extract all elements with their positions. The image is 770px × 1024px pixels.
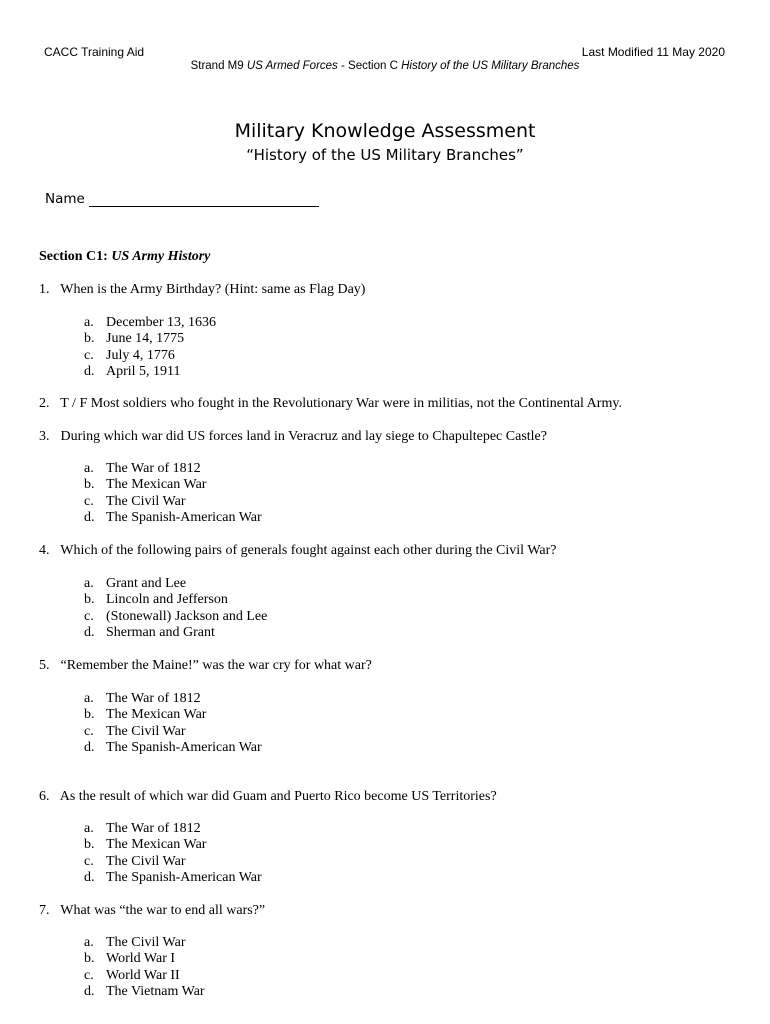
strand-section-title: History of the US Military Branches <box>401 60 580 72</box>
option-letter: c. <box>84 608 94 624</box>
question-number: 3. <box>39 429 50 444</box>
option-letter: a. <box>84 935 94 950</box>
option-c[interactable] <box>84 348 216 364</box>
option-text: The Spanish-American War <box>106 739 262 755</box>
question-4 <box>39 543 557 559</box>
option-letter: d. <box>84 869 95 885</box>
option-letter: d. <box>84 363 95 379</box>
question-text: What was “the war to end all wars?” <box>60 903 266 918</box>
option-a[interactable] <box>84 821 262 837</box>
option-letter: c. <box>84 347 94 363</box>
option-letter: d. <box>84 983 95 999</box>
option-c[interactable] <box>84 494 262 510</box>
option-b[interactable] <box>84 837 262 853</box>
option-b[interactable] <box>84 477 262 493</box>
question-number: 4. <box>39 543 50 558</box>
question-number: 1. <box>39 282 50 297</box>
strand-mid: - Section C <box>337 60 402 72</box>
option-text: June 14, 1775 <box>106 331 185 347</box>
option-text: The Civil War <box>106 853 186 869</box>
option-d[interactable] <box>84 510 262 526</box>
option-letter: b. <box>84 592 95 608</box>
option-b[interactable] <box>84 951 205 967</box>
option-letter: c. <box>84 493 94 509</box>
question-number: 2. <box>39 396 50 411</box>
option-letter: b. <box>84 331 95 347</box>
option-text: World War II <box>106 967 180 983</box>
question-2 <box>39 396 622 412</box>
option-letter: a. <box>84 821 94 836</box>
strand-title: US Armed Forces <box>246 60 338 72</box>
option-d[interactable] <box>84 984 205 1000</box>
option-text: Grant and Lee <box>106 576 187 591</box>
question-text: During which war did US forces land in Veracruz and lay siege to Chapultepec Castle? <box>60 429 547 444</box>
option-letter: b. <box>84 707 95 723</box>
section-title: US Army History <box>111 249 211 264</box>
option-text: The War of 1812 <box>106 691 201 706</box>
option-c[interactable] <box>84 724 262 740</box>
option-c[interactable] <box>84 854 262 870</box>
header-modified-date: Last Modified 11 May 2020 <box>581 45 725 59</box>
option-letter: c. <box>84 967 94 983</box>
option-text: Lincoln and Jefferson <box>106 592 228 608</box>
option-letter: b. <box>84 951 95 967</box>
question-3 <box>39 429 547 445</box>
question-1-options <box>84 315 216 380</box>
option-a[interactable] <box>84 691 262 707</box>
question-1 <box>39 282 365 298</box>
option-letter: d. <box>84 624 95 640</box>
page-subtitle: “History of the US Military Branches” <box>246 146 524 164</box>
option-b[interactable] <box>84 707 262 723</box>
option-text: Sherman and Grant <box>106 624 215 640</box>
section-heading <box>39 249 210 265</box>
option-letter: d. <box>84 739 95 755</box>
option-text: The Civil War <box>106 935 186 950</box>
option-b[interactable] <box>84 331 216 347</box>
option-c[interactable] <box>84 609 267 625</box>
option-a[interactable] <box>84 315 216 331</box>
question-text: T / F Most soldiers who fought in the Revolutionary War were in militias, not the Continental Army. <box>60 396 622 411</box>
option-a[interactable] <box>84 576 267 592</box>
header-left-label: CACC Training Aid <box>44 45 145 59</box>
option-letter: d. <box>84 509 95 525</box>
option-text: The Spanish-American War <box>106 509 262 525</box>
option-letter: a. <box>84 315 94 330</box>
name-field[interactable] <box>45 191 319 207</box>
question-3-options <box>84 461 262 526</box>
question-7-options <box>84 935 205 1000</box>
question-text: “Remember the Maine!” was the war cry for what war? <box>60 658 372 673</box>
option-text: World War I <box>106 951 176 967</box>
question-5-options <box>84 691 262 756</box>
option-letter: c. <box>84 853 94 869</box>
option-letter: a. <box>84 576 94 591</box>
question-text: When is the Army Birthday? (Hint: same as Flag Day) <box>60 282 366 297</box>
option-text: The Civil War <box>106 493 186 509</box>
option-text: The Mexican War <box>106 477 207 493</box>
option-text: The Vietnam War <box>106 983 205 999</box>
question-number: 6. <box>39 789 50 804</box>
question-5 <box>39 658 372 674</box>
header-strand-line <box>0 60 770 72</box>
option-letter: b. <box>84 477 95 493</box>
section-label: Section C1: <box>39 249 112 264</box>
option-d[interactable] <box>84 740 262 756</box>
option-letter: b. <box>84 837 95 853</box>
option-text: April 5, 1911 <box>106 363 181 379</box>
question-6-options <box>84 821 262 886</box>
option-text: (Stonewall) Jackson and Lee <box>106 608 268 624</box>
strand-prefix: Strand M9 <box>190 60 247 72</box>
option-text: The Mexican War <box>106 837 207 853</box>
question-4-options <box>84 576 267 641</box>
question-number: 7. <box>39 903 50 918</box>
question-6 <box>39 789 497 805</box>
option-text: July 4, 1776 <box>106 347 175 363</box>
option-b[interactable] <box>84 592 267 608</box>
option-text: The War of 1812 <box>106 821 201 836</box>
option-d[interactable] <box>84 364 216 380</box>
page-title: Military Knowledge Assessment <box>234 120 536 142</box>
option-text: The Spanish-American War <box>106 869 262 885</box>
question-7 <box>39 903 265 919</box>
option-letter: a. <box>84 461 94 476</box>
name-label: Name <box>45 191 85 207</box>
option-text: The Mexican War <box>106 707 207 723</box>
question-text: Which of the following pairs of generals fought against each other during the Civil War? <box>60 543 557 558</box>
name-blank-line[interactable] <box>89 192 319 207</box>
option-d[interactable] <box>84 625 267 641</box>
option-a[interactable] <box>84 935 205 951</box>
option-d[interactable] <box>84 870 262 886</box>
question-text: As the result of which war did Guam and Puerto Rico become US Territories? <box>59 789 497 804</box>
question-number: 5. <box>39 658 50 673</box>
option-c[interactable] <box>84 968 205 984</box>
option-text: December 13, 1636 <box>106 315 217 330</box>
option-letter: c. <box>84 723 94 739</box>
option-letter: a. <box>84 691 94 706</box>
option-text: The War of 1812 <box>106 461 201 476</box>
option-a[interactable] <box>84 461 262 477</box>
option-text: The Civil War <box>106 723 186 739</box>
